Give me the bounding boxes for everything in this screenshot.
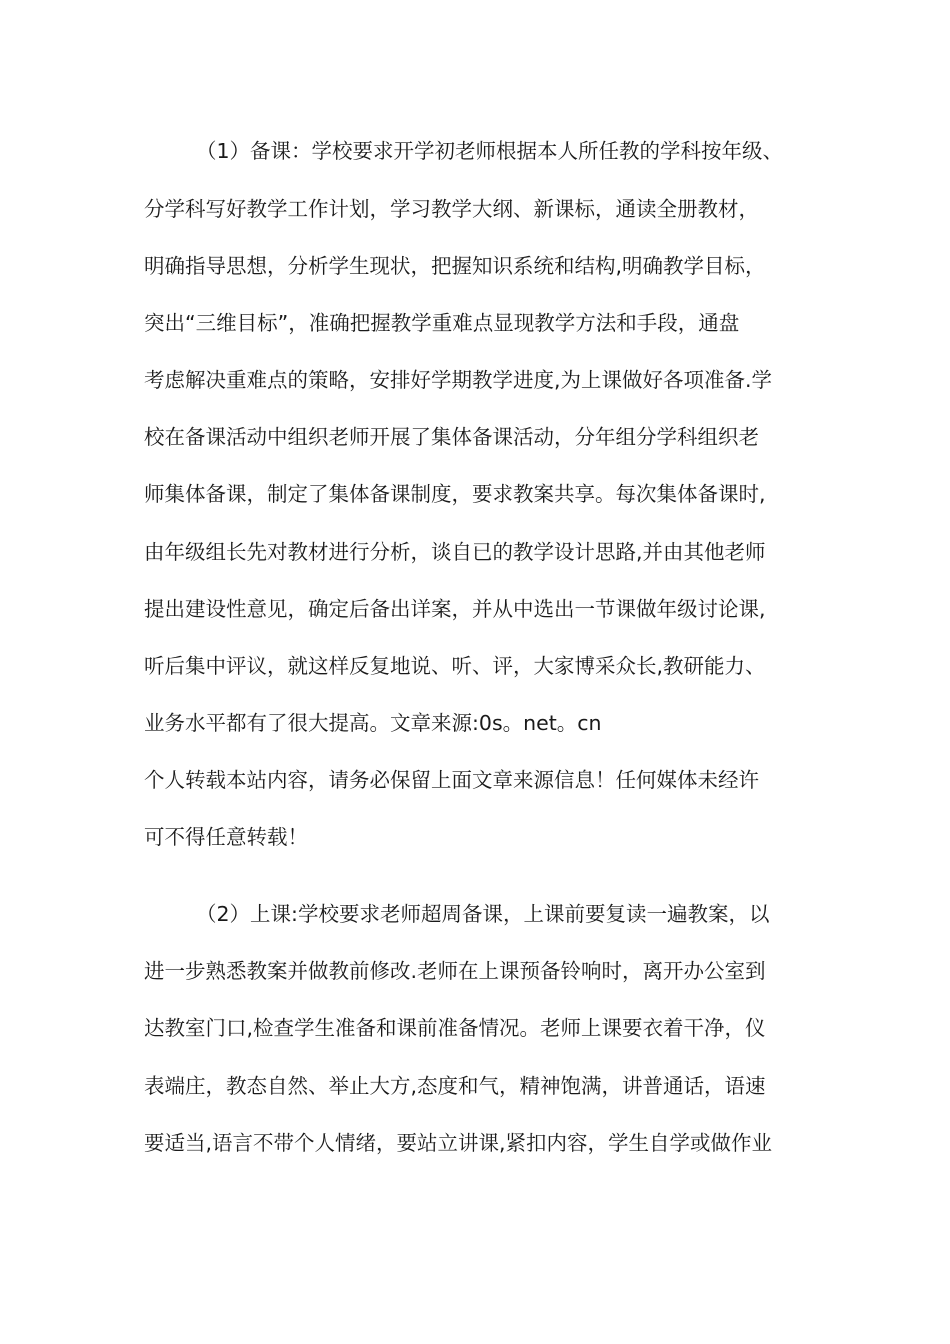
paragraph-1-line-10: 听后集中评议，就这样反复地说、听、评，大家博采众长,教研能力、: [144, 654, 766, 678]
paragraph-1-line-2: 分学科写好教学工作计划，学习教学大纲、新课标，通读全册教材，: [144, 197, 759, 221]
paragraph-1-line-6: 校在备课活动中组织老师开展了集体备课活动，分年组分学科组织老: [144, 425, 759, 449]
paragraph-1-line-9: 提出建设性意见，确定后备出详案，并从中选出一节课做年级讨论课,: [144, 597, 766, 621]
paragraph-1-line-11: 业务水平都有了很大提高。文章来源:0s。net。cn: [144, 711, 602, 735]
paragraph-1-line-8: 由年级组长先对教材进行分析，谈自已的教学设计思路,并由其他老师: [144, 540, 766, 564]
paragraph-2-line-1: （2）上课:学校要求老师超周备课，上课前要复读一遍教案，以: [196, 902, 770, 926]
paragraph-2-line-3: 达教室门口,检查学生准备和课前准备情况。老师上课要衣着干净，仪: [144, 1016, 766, 1040]
paragraph-2-line-4: 表端庄，教态自然、举止大方,态度和气，精神饱满，讲普通话，语速: [144, 1074, 766, 1098]
paragraph-1-line-7: 师集体备课，制定了集体备课制度，要求教案共享。每次集体备课时,: [144, 482, 766, 506]
paragraph-1-line-3: 明确指导思想，分析学生现状，把握知识系统和结构,明确教学目标，: [144, 254, 766, 278]
paragraph-2-line-2: 进一步熟悉教案并做教前修改.老师在上课预备铃响时，离开办公室到: [144, 959, 766, 983]
paragraph-1-line-1: （1）备课：学校要求开学初老师根据本人所任教的学科按年级、: [196, 139, 784, 163]
paragraph-1-line-4: 突出“三维目标”，准确把握教学重难点显现教学方法和手段，通盘: [144, 311, 740, 335]
notice-line-1: 个人转载本站内容，请务必保留上面文章来源信息！任何媒体未经许: [144, 768, 759, 792]
notice-line-2: 可不得任意转载！: [144, 825, 308, 849]
paragraph-2-line-5: 要适当,语言不带个人情绪，要站立讲课,紧扣内容，学生自学或做作业: [144, 1131, 773, 1155]
paragraph-1-line-5: 考虑解决重难点的策略，安排好学期教学进度,为上课做好各项准备.学: [144, 368, 773, 392]
